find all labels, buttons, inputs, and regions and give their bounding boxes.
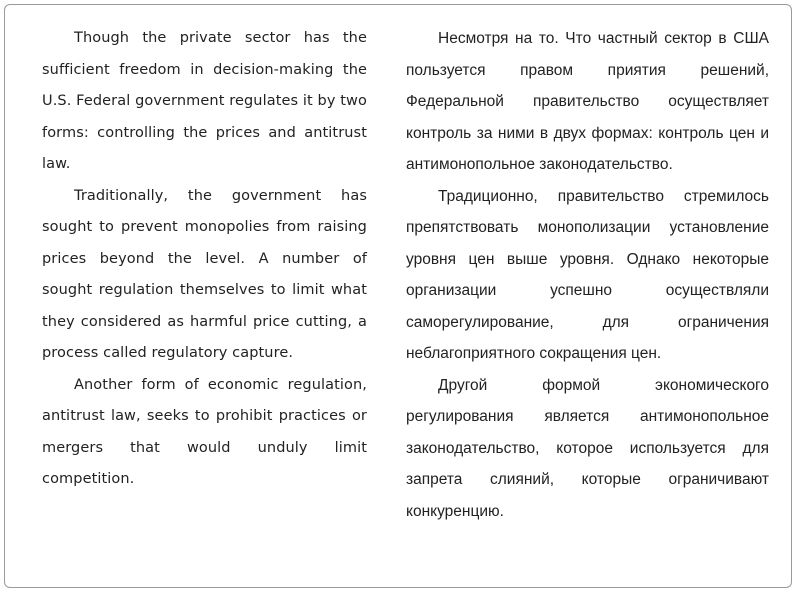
- english-paragraph-2: Traditionally, the government has sought to prevent monopolies from raising prices beyond the level. A number of sought regulation themselves to limit what they considered as harmful price cutting, a process called regulatory capture.: [42, 187, 367, 361]
- english-paragraph-1: Though the private sector has the sufficient freedom in decision-making the U.S. Federal government regulates it by two forms: controlling the prices and antitrust law.: [42, 30, 367, 172]
- russian-paragraph-2: Традиционно, правительство стремилось препятствовать монополизации установление уровня цен выше уровня. Однако некоторые организации успешно осуществляли саморегулирование, для ограничения неблагоприятного сокращения цен.: [406, 187, 769, 362]
- russian-paragraph-1: Несмотря на то. Что частный сектор в США пользуется правом приятия решений, Федеральной правительство осуществляет контроль за ними в двух формах: контроль цен и антимонопольное законодательство.: [406, 30, 769, 173]
- english-column: [42, 23, 367, 496]
- russian-column: [406, 23, 769, 527]
- russian-paragraph-3: Другой формой экономического регулирования является антимонопольное законодательство, которое используется для запрета слияний, которые ограничивают конкуренцию.: [406, 376, 769, 520]
- english-paragraph-3: Another form of economic regulation, antitrust law, seeks to prohibit practices or mergers that would unduly limit competition.: [42, 376, 367, 487]
